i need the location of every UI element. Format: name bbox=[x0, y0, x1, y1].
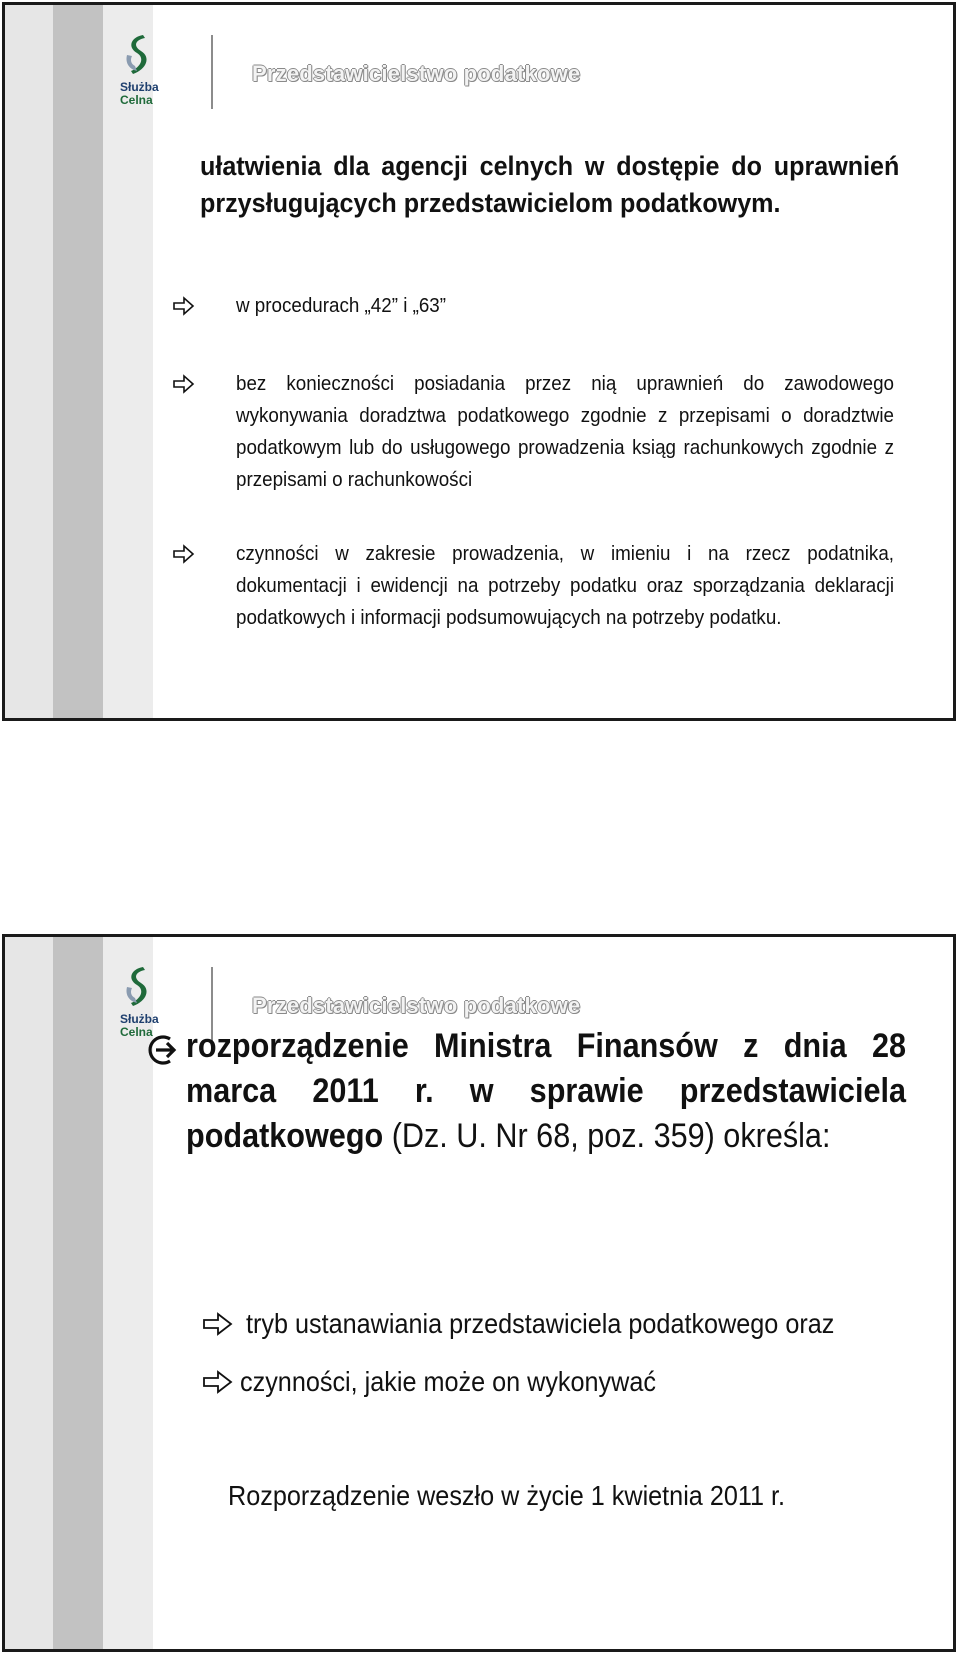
hollow-right-arrow-icon bbox=[172, 290, 196, 322]
logo-mark-icon bbox=[123, 33, 151, 75]
bullet-item bbox=[172, 290, 892, 322]
sluzba-celna-logo bbox=[120, 965, 180, 1045]
hollow-right-arrow-icon bbox=[172, 538, 196, 570]
effective-date-note: Rozporządzenie weszło w życie 1 kwietnia 2011 r. bbox=[228, 1480, 786, 1511]
bullet-item bbox=[202, 1362, 902, 1402]
side-band bbox=[5, 937, 53, 1649]
logo-line-1: Służba bbox=[120, 1012, 159, 1026]
circled-right-arrow-icon bbox=[148, 1034, 180, 1066]
side-band bbox=[5, 5, 53, 718]
bullet-text: w procedurach „42” i „63” bbox=[236, 295, 447, 317]
hollow-right-arrow-icon bbox=[202, 1304, 236, 1344]
side-band bbox=[53, 5, 103, 718]
slide-title: Przedstawicielstwo podatkowe bbox=[252, 61, 581, 86]
bullet-text: czynności, jakie może on wykonywać bbox=[240, 1366, 656, 1397]
sluzba-celna-logo bbox=[120, 33, 180, 113]
hollow-right-arrow-icon bbox=[172, 368, 196, 400]
slide-title: Przedstawicielstwo podatkowe bbox=[252, 993, 581, 1018]
side-band bbox=[53, 937, 103, 1649]
slide1-intro: ułatwienia dla agencji celnych w dostępie do uprawnień przysługujących przedstawicielom podatkowym. bbox=[200, 151, 900, 218]
logo-mark-icon bbox=[123, 965, 151, 1007]
bullet-text: czynności w zakresie prowadzenia, w imieniu i na rzecz podatnika, dokumentacji i ewidencji na potrzeby podatku oraz sporządzania deklaracji podatkowych i informacji podsumowujących na potrzeby podatku. bbox=[236, 543, 894, 629]
bullet-text: tryb ustanawiania przedstawiciela podatkowego oraz bbox=[246, 1308, 835, 1339]
bullet-item bbox=[202, 1304, 902, 1344]
logo-line-2: Celna bbox=[120, 93, 153, 107]
regulation-title: rozporządzenie Ministra Finansów z dnia 28 marca 2011 r. w sprawie przedstawiciela podatkowego bbox=[186, 1027, 906, 1155]
logo-line-1: Służba bbox=[120, 80, 159, 94]
hollow-right-arrow-icon bbox=[202, 1362, 236, 1402]
slide2-intro bbox=[186, 1024, 906, 1159]
regulation-reference: (Dz. U. Nr 68, poz. 359) określa: bbox=[383, 1117, 831, 1155]
bullet-item bbox=[172, 538, 892, 668]
header-divider bbox=[211, 35, 213, 109]
logo-line-2: Celna bbox=[120, 1025, 153, 1039]
bullet-item bbox=[172, 368, 892, 498]
bullet-text: bez konieczności posiadania przez nią uprawnień do zawodowego wykonywania doradztwa podatkowego zgodnie z przepisami o doradztwie podatkowym lub do usługowego prowadzenia ksiąg rachunkowych zgodnie z przepisami o rachunkowości bbox=[236, 373, 894, 491]
